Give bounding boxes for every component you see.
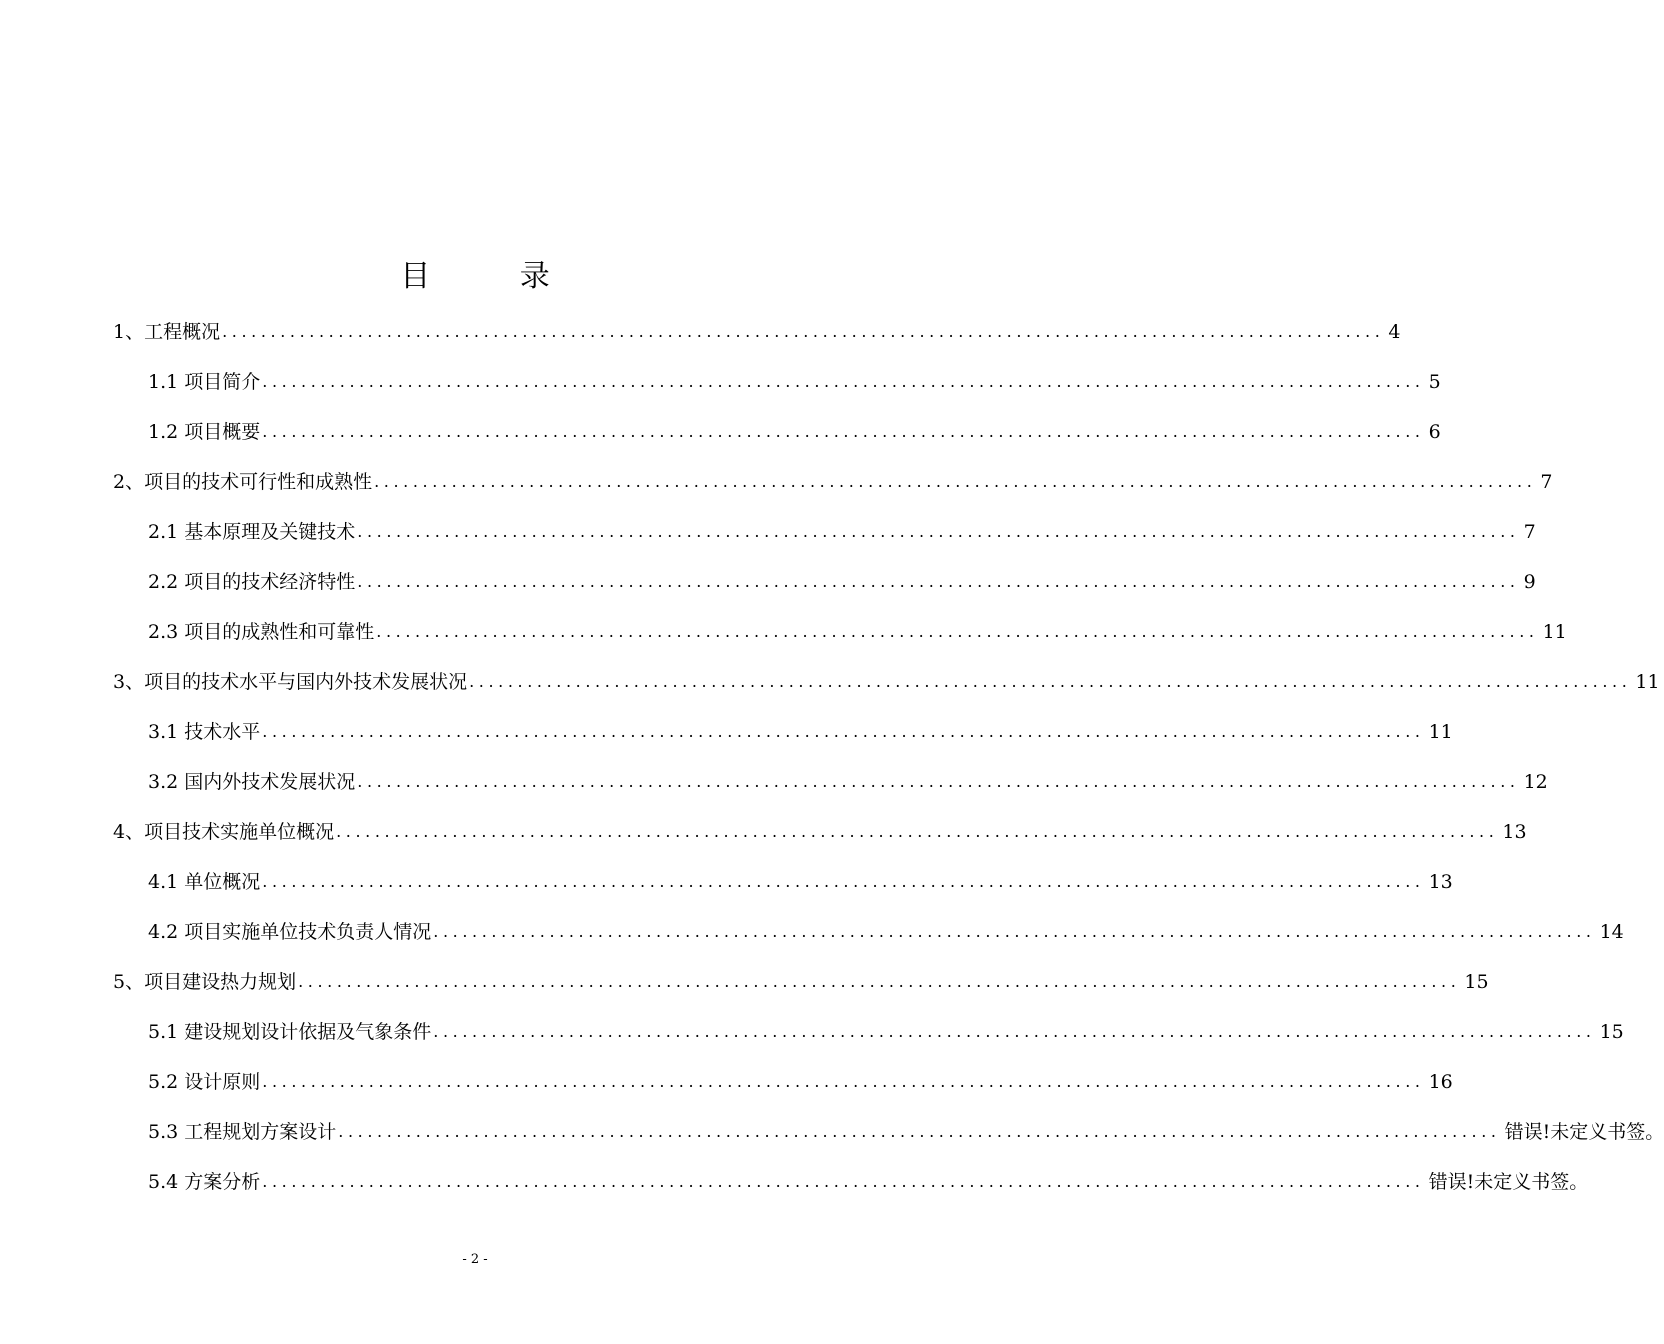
toc-entry[interactable] — [148, 512, 1536, 552]
toc-entry-label: 2.2 项目的技术经济特性 — [148, 571, 356, 593]
toc-entry-label: 5.1 建设规划设计依据及气象条件 — [148, 1021, 432, 1043]
toc-entry-page: 11 — [1542, 621, 1567, 643]
toc-entry-page: 16 — [1428, 1071, 1453, 1093]
dot-leader: ........................................................................................................................ — [262, 872, 1425, 891]
toc-entry-page: 11 — [1635, 671, 1660, 693]
toc-entry-label: 5.4 方案分析 — [148, 1171, 261, 1193]
toc-entry-page: 15 — [1599, 1021, 1624, 1043]
toc-entry-label: 2.1 基本原理及关键技术 — [148, 521, 356, 543]
toc-entry-label: 1.2 项目概要 — [148, 421, 261, 443]
toc-entry-page: 12 — [1523, 771, 1548, 793]
toc-entry-label: 4、项目技术实施单位概况 — [113, 821, 335, 843]
toc-entry-page: 5 — [1428, 371, 1441, 393]
toc-entry[interactable] — [113, 662, 1660, 702]
toc-entry[interactable] — [148, 1162, 1589, 1202]
toc-entry-label: 4.1 单位概况 — [148, 871, 261, 893]
toc-entry-page: 7 — [1523, 521, 1536, 543]
toc-entry-label: 5.3 工程规划方案设计 — [148, 1121, 337, 1143]
toc-entry-page: 6 — [1428, 421, 1441, 443]
toc-entry[interactable] — [113, 962, 1489, 1002]
dot-leader: ........................................................................................................................ — [262, 722, 1425, 741]
toc-entry-label: 5.2 设计原则 — [148, 1071, 261, 1093]
toc-entry[interactable] — [113, 312, 1401, 352]
toc-entry-page: 13 — [1428, 871, 1453, 893]
dot-leader: ........................................................................................................................ — [262, 372, 1425, 391]
dot-leader: ........................................................................................................................ — [262, 1072, 1425, 1091]
page-number-footer: - 2 - — [462, 1252, 488, 1267]
toc-entry-page: 13 — [1502, 821, 1527, 843]
toc-entry-page: 4 — [1388, 321, 1401, 343]
toc-entry-page: 错误!未定义书签。 — [1428, 1171, 1589, 1193]
dot-leader: ........................................................................................................................ — [357, 572, 1520, 591]
toc-entry[interactable] — [148, 862, 1453, 902]
dot-leader: ........................................................................................................................ — [222, 322, 1385, 341]
toc-entry-label: 2、项目的技术可行性和成熟性 — [113, 471, 373, 493]
toc-entry-label: 5、项目建设热力规划 — [113, 971, 297, 993]
dot-leader: ........................................................................................................................ — [298, 972, 1461, 991]
dot-leader: ........................................................................................................................ — [357, 522, 1520, 541]
toc-entry[interactable] — [148, 362, 1441, 402]
toc-entry-label: 3.2 国内外技术发展状况 — [148, 771, 356, 793]
toc-entry[interactable] — [148, 1112, 1664, 1152]
dot-leader: ........................................................................................................................ — [433, 1022, 1596, 1041]
toc-entry[interactable] — [148, 712, 1453, 752]
toc-entry[interactable] — [148, 612, 1567, 652]
toc-entry-page: 7 — [1540, 471, 1553, 493]
toc-entry[interactable] — [148, 562, 1536, 602]
page-title: 目 录 — [400, 259, 590, 294]
dot-leader: ........................................................................................................................ — [357, 772, 1520, 791]
toc-entry-page: 11 — [1428, 721, 1453, 743]
toc-entry[interactable] — [148, 412, 1441, 452]
toc-entry-label: 4.2 项目实施单位技术负责人情况 — [148, 921, 432, 943]
toc-entry-label: 3.1 技术水平 — [148, 721, 261, 743]
dot-leader: ........................................................................................................................ — [262, 422, 1425, 441]
toc-entry[interactable] — [148, 1012, 1624, 1052]
toc-entry-label: 2.3 项目的成熟性和可靠性 — [148, 621, 375, 643]
dot-leader: ........................................................................................................................ — [376, 622, 1539, 641]
dot-leader: ........................................................................................................................ — [262, 1172, 1425, 1191]
toc-entry-page: 9 — [1523, 571, 1536, 593]
dot-leader: ........................................................................................................................ — [433, 922, 1596, 941]
toc-entry[interactable] — [148, 762, 1548, 802]
toc-entry[interactable] — [113, 812, 1527, 852]
toc-entry-label: 3、项目的技术水平与国内外技术发展状况 — [113, 671, 468, 693]
toc-entry-page: 15 — [1464, 971, 1489, 993]
dot-leader: ........................................................................................................................ — [374, 472, 1537, 491]
toc-entry-label: 1.1 项目简介 — [148, 371, 261, 393]
toc-entry-label: 1、工程概况 — [113, 321, 221, 343]
dot-leader: ........................................................................................................................ — [469, 672, 1632, 691]
toc-entry-page: 错误!未定义书签。 — [1504, 1121, 1664, 1143]
toc-entry-page: 14 — [1599, 921, 1624, 943]
toc-entry[interactable] — [148, 1062, 1453, 1102]
dot-leader: ........................................................................................................................ — [336, 822, 1499, 841]
toc-entry[interactable] — [148, 912, 1624, 952]
dot-leader: ........................................................................................................................ — [338, 1122, 1501, 1141]
toc-entry[interactable] — [113, 462, 1553, 502]
